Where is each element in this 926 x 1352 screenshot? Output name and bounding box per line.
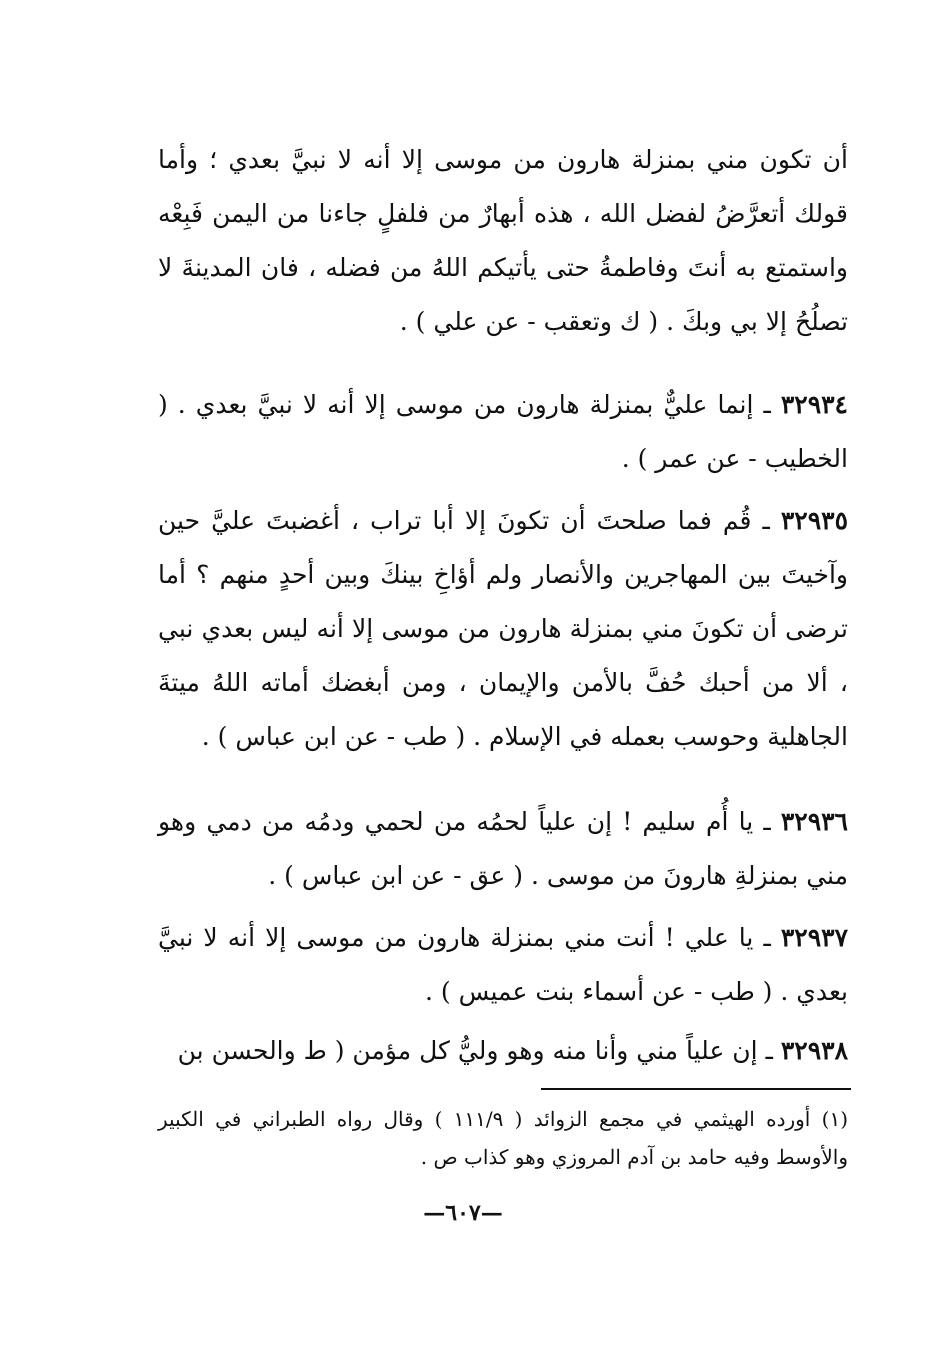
hadith-32936 xyxy=(158,795,848,903)
hadith-32937 xyxy=(158,911,848,1019)
hadith-separator: ـ xyxy=(762,506,770,535)
footnote-divider xyxy=(541,1088,851,1090)
hadith-separator: ـ xyxy=(765,1036,773,1065)
hadith-text: إنما عليٌّ بمنزلة هارون من موسى إلا أنه لا نبيَّ بعدي . ( الخطيب - عن عمر ) . xyxy=(158,390,848,473)
hadith-text: يا علي ! أنت مني بمنزلة هارون من موسى إلا أنه لا نبيَّ بعدي . ( طب - عن أسماء بنت عميس ) . xyxy=(158,923,848,1006)
footnote: (١) أورده الهيثمي في مجمع الزوائد ( ١١١/٩ ) وقال رواه الطبراني في الكبير والأوسط وفيه حامد بن آدم المروزي وهو كذاب ص . xyxy=(158,1107,849,1169)
hadith-32935 xyxy=(158,494,848,764)
page-number: —٦٠٧— xyxy=(423,1200,503,1226)
hadith-number: ٣٢٩٣٨ xyxy=(780,1036,848,1065)
hadith-separator: ـ xyxy=(763,807,771,836)
hadith-number: ٣٢٩٣٦ xyxy=(780,807,848,836)
hadith-32938 xyxy=(158,1027,848,1075)
hadith-number: ٣٢٩٣٥ xyxy=(780,506,849,535)
hadith-32934 xyxy=(158,378,848,486)
hadith-text: يا أُم سليم ! إن علياً لحمُه من لحمي ودمُه من دمي وهو مني بمنزلةِ هارونَ من موسى . ( عق - عن ابن عباس ) . xyxy=(158,807,848,890)
hadith-continuation: أن تكون مني بمنزلة هارون من موسى إلا أنه لا نبيَّ بعدي ؛ وأما قولك أتعرَّضُ لفضل الله ، هذه أبهارٌ من فلفلٍ جاءنا من اليمن فَبِعْه واستمتع به أنتَ وفاطمةُ حتى يأتيكم اللهُ من فضله ، فان المدينةَ لا تصلُحُ إلا بي وبكَ . ( ك وتعقب - عن علي ) . xyxy=(158,145,848,336)
hadith-text: قُم فما صلحتَ أن تكونَ إلا أبا تراب ، أغضبتَ عليَّ حين وآخيتَ بين المهاجرين والأنصار ولم أؤاخِ بينكَ وبين أحدٍ منهم ؟ أما ترضى أن تكونَ مني بمنزلة هارون من موسى إلا أنه ليس بعدي نبي ، ألا من أحبك حُفَّ بالأمن والإيمان ، ومن أبغضك أماته اللهُ ميتةَ الجاهلية وحوسب بعمله في الإسلام . ( طب - عن ابن عباس ) . xyxy=(158,506,848,751)
hadith-separator: ـ xyxy=(763,390,771,419)
hadith-number: ٣٢٩٣٤ xyxy=(780,390,848,419)
hadith-separator: ـ xyxy=(763,923,771,952)
hadith-text: إن علياً مني وأنا منه وهو وليُّ كل مؤمن ( ط والحسن بن xyxy=(177,1036,758,1065)
hadith-number: ٣٢٩٣٧ xyxy=(780,923,849,952)
